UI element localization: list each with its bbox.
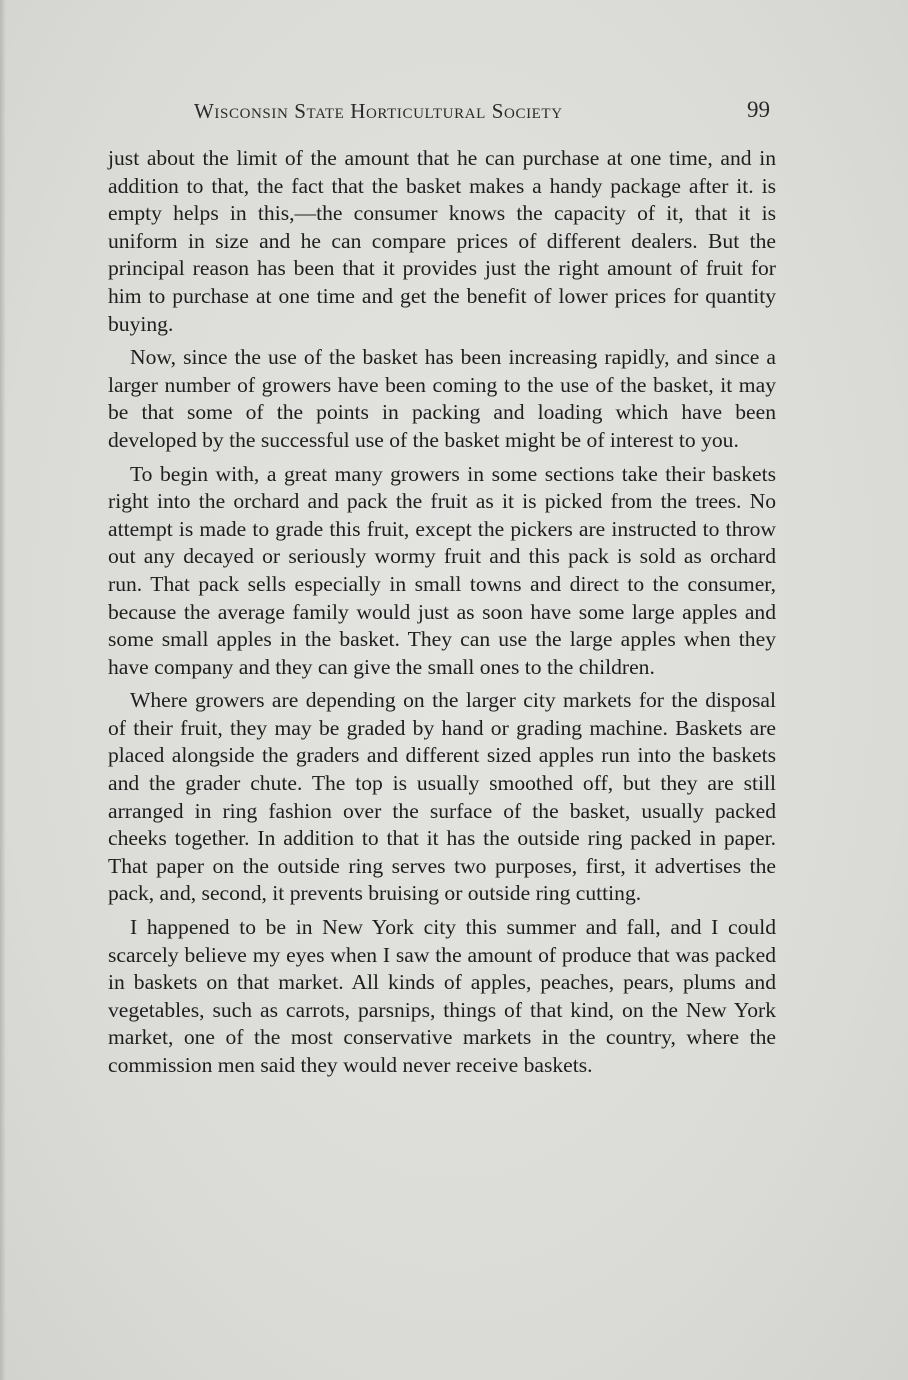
running-head-title: Wisconsin State Horticultural Society xyxy=(194,99,563,123)
body-text xyxy=(108,145,776,1086)
paragraph-city-markets: Where growers are depending on the larger city markets for the disposal of their fruit, they may be graded by hand or grading machine. Baskets are placed alongside the graders and different sized apples run into the baskets and the grader chute. The top is usually smoothed off, but they are still arranged in ring fashion over the surface of the basket, usually packed cheeks together. In addition to that it has the outside ring packed in paper. That paper on the outside ring serves two purposes, first, it advertises the pack, and, second, it prevents bruising or outside ring cutting. xyxy=(108,688,776,906)
paragraph-basket-use: Now, since the use of the basket has been increasing rapidly, and since a larger number of growers have been coming to the use of the basket, it may be that some of the points in packing and loading which have been developed by the successful use of the basket might be of interest to you. xyxy=(108,345,776,452)
paragraph-orchard-run: To begin with, a great many growers in some sections take their baskets right into the orchard and pack the fruit as it is picked from the trees. No attempt is made to grade this fruit, except the pickers are instructed to throw out any decayed or seriously wormy fruit and this pack is sold as orchard run. That pack sells especially in small towns and direct to the consumer, because the average family would just as soon have some large apples and some small apples in the basket. They can use the large apples when they have company and they can give the small ones to the children. xyxy=(108,461,776,679)
page-edge-shadow xyxy=(0,0,6,1380)
paragraph-continuation: just about the limit of the amount that he can purchase at one time, and in addition to that, the fact that the basket makes a handy package after it. is empty helps in this,—the consumer knows the capacity of it, that it is uniform in size and he can compare prices of different dealers. But the principal reason has been that it provides just the right amount of fruit for him to purchase at one time and get the benefit of lower prices for quantity buying. xyxy=(108,146,776,336)
page-number: 99 xyxy=(747,97,770,122)
running-head xyxy=(108,97,770,129)
paragraph-new-york: I happened to be in New York city this summer and fall, and I could scarcely believe my eyes when I saw the amount of produce that was packed in baskets on that market. All kinds of apples, peaches, pears, plums and vegetables, such as carrots, parsnips, things of that kind, on the New York market, one of the most conservative markets in the country, where the commission men said they would never receive baskets. xyxy=(108,915,776,1077)
